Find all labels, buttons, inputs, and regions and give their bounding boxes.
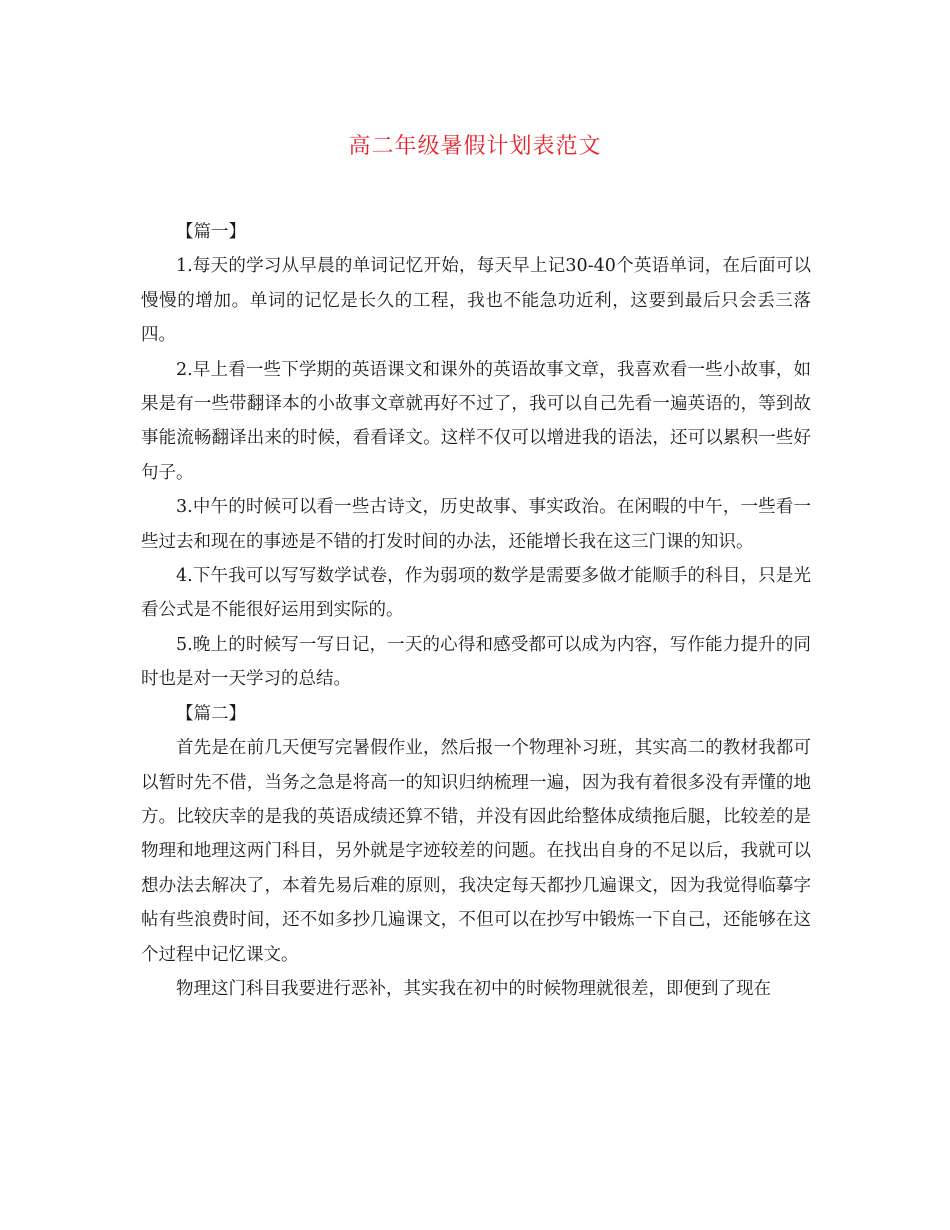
paragraph: 物理这门科目我要进行恶补，其实我在初中的时候物理就很差，即便到了现在 (176, 978, 771, 999)
paragraph: 首先是在前几天便写完暑假作业，然后报一个物理补习班，其实高二的教材我都可以暂时先不借，当务之急是将高一的知识归纳梳理一遍，因为我有着很多没有弄懂的地方。比较庆幸的是我的英语成绩还算不错，并没有因此给整体成绩拖后腿，比较差的是物理和地理这两门科目，另外就是字迹较差的问题。在找出自身的不足以后，我就可以想办法去解决了，本着先易后难的原则，我决定每天都抄几遍课文，因为我觉得临摹字帖有些浪费时间，还不如多抄几遍课文，不但可以在抄写中锻炼一下自己，还能够在这个过程中记忆课文。 (141, 738, 811, 965)
document-body (141, 215, 811, 1006)
section-heading-2: 【篇二】 (176, 703, 246, 724)
paragraph: 3.中午的时候可以看一些古诗文，历史故事、事实政治。在闲暇的中午，一些看一些过去和现在的事迹是不错的打发时间的办法，还能增长我在这三门课的知识。 (141, 497, 811, 552)
paragraph: 2.早上看一些下学期的英语课文和课外的英语故事文章，我喜欢看一些小故事，如果是有一些带翻译本的小故事文章就再好不过了，我可以自己先看一遍英语的，等到故事能流畅翻译出来的时候，看看译文。这样不仅可以增进我的语法，还可以累积一些好句子。 (141, 359, 811, 483)
paragraph: 4.下午我可以写写数学试卷，作为弱项的数学是需要多做才能顺手的科目，只是光看公式是不能很好运用到实际的。 (141, 566, 811, 621)
paragraph: 5.晚上的时候写一写日记，一天的心得和感受都可以成为内容，写作能力提升的同时也是对一天学习的总结。 (141, 634, 811, 690)
document-title: 高二年级暑假计划表范文 (348, 134, 602, 159)
section-heading-1: 【篇一】 (176, 222, 246, 242)
paragraph: 1.每天的学习从早晨的单词记忆开始，每天早上记30-40个英语单词，在后面可以慢慢的增加。单词的记忆是长久的工程，我也不能急功近利，这要到最后只会丢三落四。 (141, 256, 811, 346)
